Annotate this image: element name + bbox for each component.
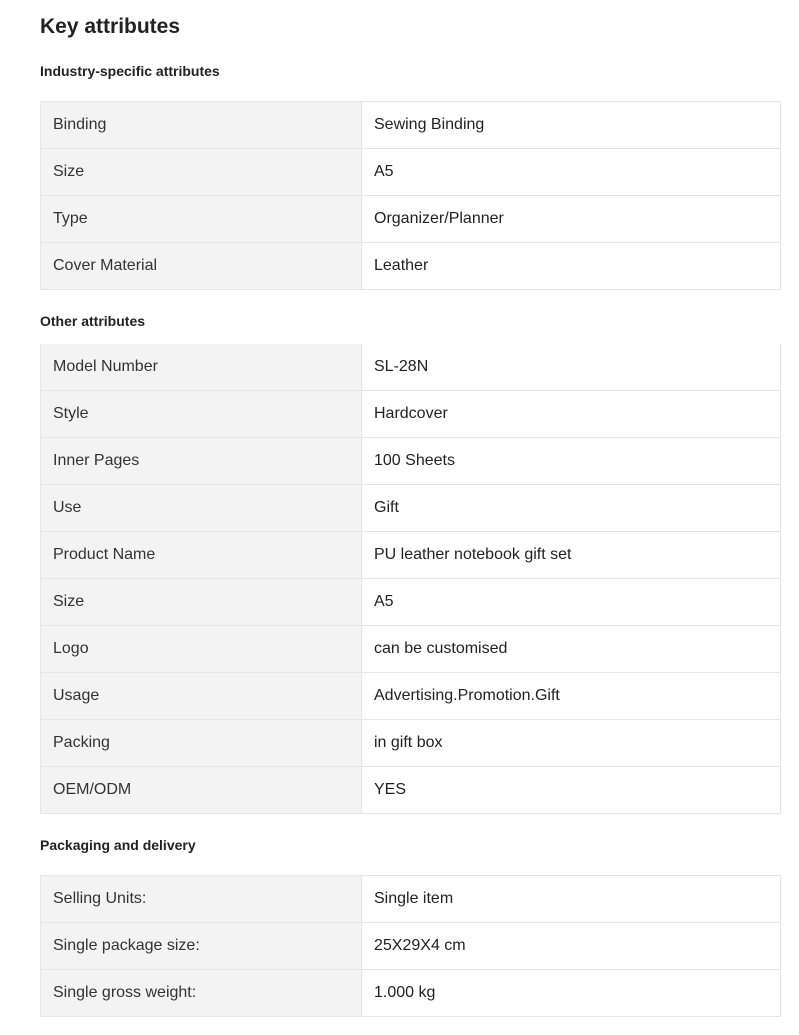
table-row	[41, 876, 781, 923]
packaging-delivery-table	[40, 875, 781, 1017]
table-row	[41, 243, 781, 290]
table-row	[41, 673, 781, 720]
table-row	[41, 767, 781, 814]
attribute-value: 100 Sheets	[362, 438, 781, 485]
attribute-value: PU leather notebook gift set	[362, 532, 781, 579]
attribute-value: A5	[362, 149, 781, 196]
table-row	[41, 720, 781, 767]
attribute-name: Single package size:	[41, 923, 362, 970]
attribute-name: Inner Pages	[41, 438, 362, 485]
attribute-name: Product Name	[41, 532, 362, 579]
table-row	[41, 485, 781, 532]
attribute-value: SL-28N	[362, 344, 781, 391]
attribute-name: Type	[41, 196, 362, 243]
table-row	[41, 438, 781, 485]
attribute-name: Logo	[41, 626, 362, 673]
attribute-name: Single gross weight:	[41, 970, 362, 1017]
page-title: Key attributes	[40, 15, 181, 38]
table-row	[41, 102, 781, 149]
attribute-name: Binding	[41, 102, 362, 149]
attribute-value: Leather	[362, 243, 781, 290]
attribute-value: Hardcover	[362, 391, 781, 438]
table-row	[41, 149, 781, 196]
attribute-value: Gift	[362, 485, 781, 532]
attribute-name: Selling Units:	[41, 876, 362, 923]
section-title-industry-specific: Industry-specific attributes	[40, 63, 220, 79]
section-title-packaging-delivery: Packaging and delivery	[40, 837, 196, 853]
attribute-name: Usage	[41, 673, 362, 720]
attribute-value: 1.000 kg	[362, 970, 781, 1017]
table-row	[41, 196, 781, 243]
attribute-value: Advertising.Promotion.Gift	[362, 673, 781, 720]
section-title-other-attributes: Other attributes	[40, 313, 146, 329]
table-row	[41, 344, 781, 391]
attribute-value: A5	[362, 579, 781, 626]
table-row	[41, 391, 781, 438]
table-row	[41, 923, 781, 970]
attribute-value: Sewing Binding	[362, 102, 781, 149]
attribute-name: Style	[41, 391, 362, 438]
table-row	[41, 532, 781, 579]
attribute-name: Model Number	[41, 344, 362, 391]
attribute-name: Use	[41, 485, 362, 532]
attribute-name: Packing	[41, 720, 362, 767]
attribute-value: 25X29X4 cm	[362, 923, 781, 970]
table-row	[41, 579, 781, 626]
attribute-value: YES	[362, 767, 781, 814]
attribute-name: Cover Material	[41, 243, 362, 290]
attribute-value: Single item	[362, 876, 781, 923]
table-row	[41, 626, 781, 673]
attribute-value: can be customised	[362, 626, 781, 673]
attribute-name: Size	[41, 579, 362, 626]
attribute-value: in gift box	[362, 720, 781, 767]
table-row	[41, 970, 781, 1017]
attribute-name: OEM/ODM	[41, 767, 362, 814]
attribute-name: Size	[41, 149, 362, 196]
industry-attributes-table	[40, 101, 781, 290]
attribute-value: Organizer/Planner	[362, 196, 781, 243]
other-attributes-table	[40, 344, 781, 814]
